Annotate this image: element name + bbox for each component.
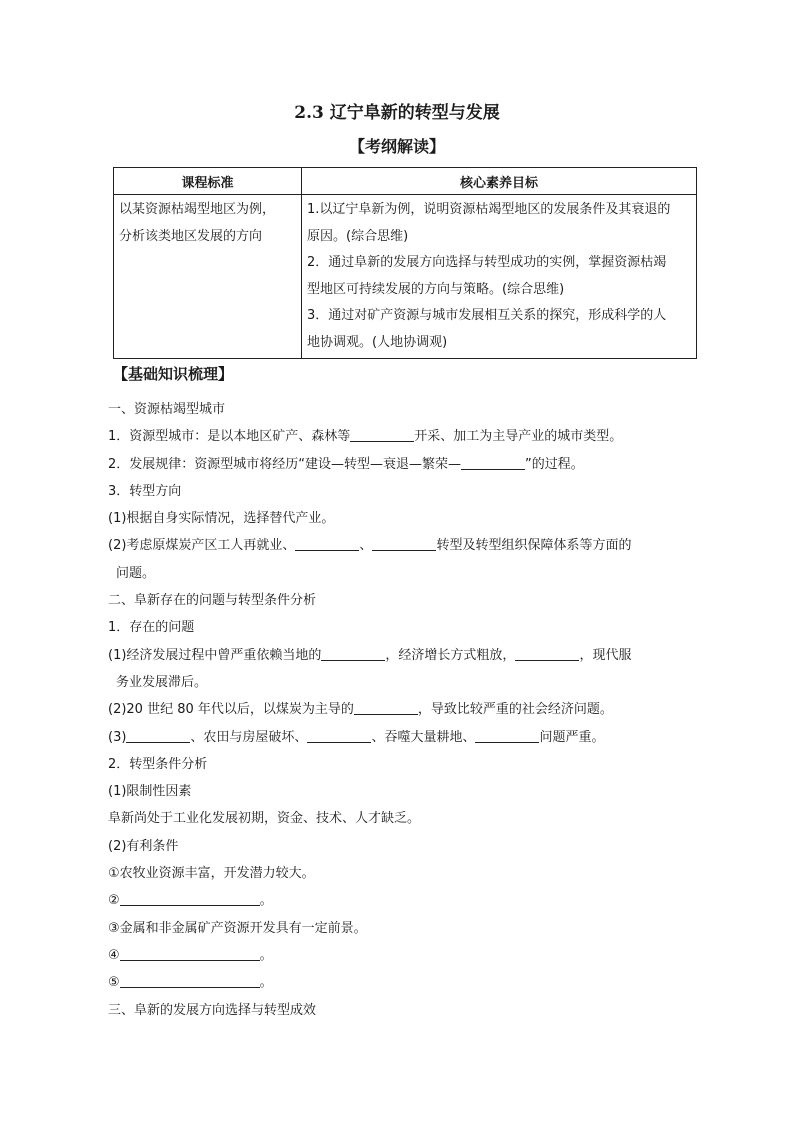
answer-blank[interactable]: [120, 973, 260, 988]
answer-blank[interactable]: [350, 427, 414, 442]
text-line: ② 。: [108, 893, 273, 909]
text-line: (3) 、农田与房屋破坏、 、吞噬大量耕地、 问题严重。: [108, 729, 605, 745]
section-heading-basics: 【基础知识梳理】: [113, 365, 234, 383]
text-line: 2．发展规律：资源型城市将经历“建设—转型—衰退—繁荣— ”的过程。: [108, 456, 584, 472]
text-line: 3．转型方向: [108, 483, 182, 499]
text-line: 型地区可持续发展的方向与策略。(综合思维): [307, 281, 565, 297]
text-line: 问题。: [116, 565, 156, 581]
text-line: 2．转型条件分析: [108, 756, 208, 772]
text-line: 2．通过阜新的发展方向选择与转型成功的实例，掌握资源枯竭: [307, 255, 667, 270]
text-line: 3．通过对矿产资源与城市发展相互关系的探究，形成科学的人: [307, 308, 667, 323]
table-cell-standard: [114, 195, 302, 359]
section-heading: 二、阜新存在的问题与转型条件分析: [108, 593, 317, 609]
section-heading: 三、阜新的发展方向选择与转型成效: [108, 1002, 317, 1018]
text-line: 原因。(综合思维): [307, 228, 409, 244]
table-header-cell: 课程标准: [114, 168, 302, 195]
text-line: ①农牧业资源丰富，开发潜力较大。: [108, 866, 315, 882]
text-line: (2)20 世纪 80 年代以后，以煤炭为主导的 ，导致比较严重的社会经济问题。: [108, 702, 613, 718]
answer-blank[interactable]: [515, 646, 579, 661]
table-row: [114, 195, 697, 359]
answer-blank[interactable]: [295, 536, 359, 551]
text-line: (1)根据自身实际情况，选择替代产业。: [108, 511, 335, 527]
text-line: ⑤ 。: [108, 975, 273, 991]
answer-blank[interactable]: [475, 728, 539, 743]
table-header-row: [114, 168, 697, 195]
answer-blank[interactable]: [307, 728, 371, 743]
answer-blank[interactable]: [461, 455, 525, 470]
section-heading-syllabus: 【考纲解读】: [348, 137, 445, 156]
text-line: 分析该类地区发展的方向: [119, 228, 263, 244]
text-line: ③金属和非金属矿产资源开发具有一定前景。: [108, 920, 367, 936]
text-line: 地协调观。(人地协调观): [307, 334, 448, 350]
table-cell-goals: [302, 195, 697, 359]
answer-blank[interactable]: [321, 646, 385, 661]
text-line: (1)限制性因素: [108, 784, 192, 800]
answer-blank[interactable]: [354, 700, 418, 715]
text-line: 1．资源型城市：是以本地区矿产、森林等 开采、加工为主导产业的城市类型。: [108, 429, 623, 445]
text-line: 1.以辽宁阜新为例，说明资源枯竭型地区的发展条件及其衰退的: [307, 202, 671, 217]
answer-blank[interactable]: [120, 946, 260, 961]
text-line: (1)经济发展过程中曾严重依赖当地的 ，经济增长方式粗放， ，现代服: [108, 647, 632, 663]
text-line: (2)考虑原煤炭产区工人再就业、 、 转型及转型组织保障体系等方面的: [108, 538, 632, 554]
text-line: 以某资源枯竭型地区为例，: [119, 202, 276, 217]
curriculum-table: [113, 167, 697, 359]
text-line: ④ 。: [108, 947, 273, 963]
answer-blank[interactable]: [372, 536, 436, 551]
table-header-cell: 核心素养目标: [302, 168, 697, 195]
text-line: 阜新尚处于工业化发展初期，资金、技术、人才缺乏。: [108, 811, 421, 827]
text-line: (2)有利条件: [108, 838, 179, 854]
section-heading: 一、资源枯竭型城市: [108, 402, 226, 417]
worksheet-body: [108, 396, 698, 1024]
text-line: 务业发展滞后。: [116, 674, 208, 690]
text-line: 1．存在的问题: [108, 620, 195, 636]
answer-blank[interactable]: [126, 728, 190, 743]
page-title: 2.3 辽宁阜新的转型与发展: [294, 103, 500, 123]
answer-blank[interactable]: [120, 891, 260, 906]
